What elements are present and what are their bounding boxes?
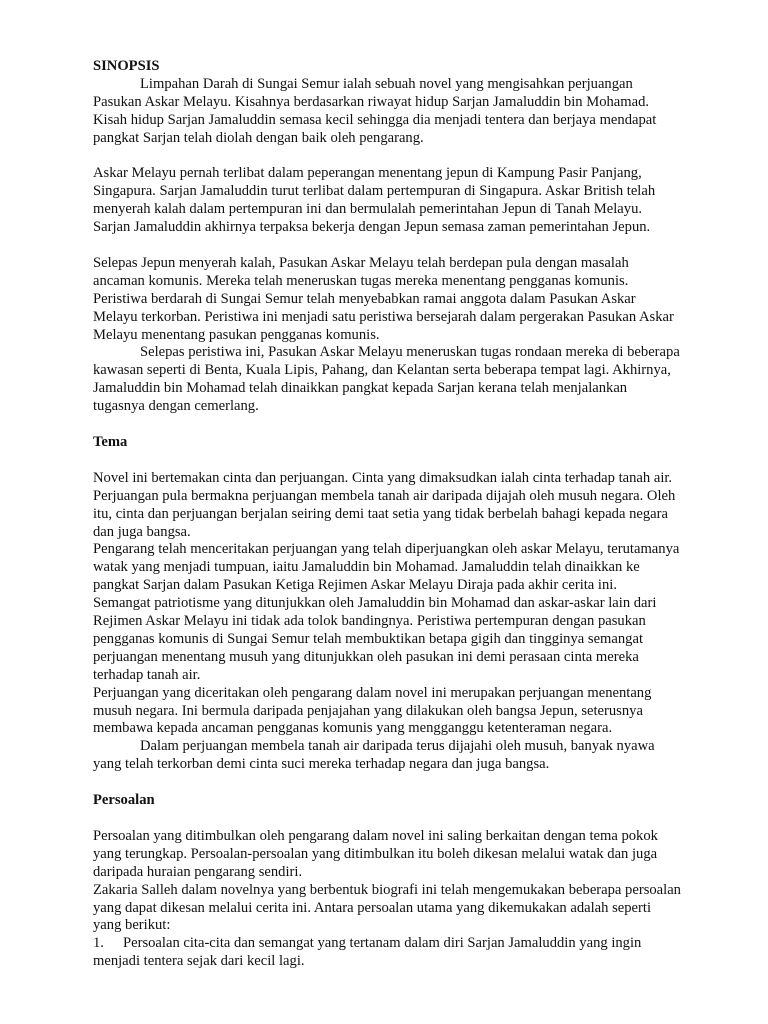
section-persoalan	[93, 792, 682, 971]
section-gap	[93, 416, 682, 434]
section-sinopsis	[93, 58, 682, 416]
heading-tema: Tema	[93, 433, 128, 450]
sinopsis-paragraph-1: Limpahan Darah di Sungai Semur ialah sebuah novel yang mengisahkan perjuangan Pasukan Askar Melayu. Kisahnya berdasarkan riwayat hidup Sarjan Jamaluddin bin Mohamad. Kisah hidup Sarjan Jamaluddin semasa kecil sehingga dia menjadi tentera dan berjaya mendapat pangkat Sarjan telah diolah dengan baik oleh pengarang.	[93, 75, 657, 146]
tema-paragraph-1: Novel ini bertemakan cinta dan perjuangan. Cinta yang dimaksudkan ialah cinta terhadap tanah air. Perjuangan pula bermakna perjuangan membela tanah air daripada dijajah oleh musuh negara. Oleh itu, cinta dan perjuangan berjalan seiring demi taat setia yang tidak berbelah bahagi kepada negara dan juga bangsa.	[93, 469, 676, 540]
paragraph-gap	[93, 452, 682, 470]
tema-paragraph-5: Dalam perjuangan membela tanah air daripada terus dijajahi oleh musuh, banyak nyawa yang telah terkorban demi cinta suci mereka terhadap negara dan juga bangsa.	[93, 738, 655, 773]
heading-persoalan: Persoalan	[93, 792, 155, 809]
list-item-text: Persoalan cita-cita dan semangat yang tertanam dalam diri Sarjan Jamaluddin yang ingin menjadi tentera sejak dari kecil lagi.	[93, 935, 642, 970]
paragraph-gap	[93, 810, 682, 828]
tema-paragraph-4: Perjuangan yang diceritakan oleh pengarang dalam novel ini merupakan perjuangan menentang musuh negara. Ini bermula daripada penjajahan yang dilakukan oleh bangsa Jepun, seterusnya membawa kepada ancaman pengganas komunis yang mengganggu ketenteraman negara.	[93, 684, 652, 737]
section-gap	[93, 774, 682, 792]
persoalan-paragraph-2: Zakaria Salleh dalam novelnya yang berbentuk biografi ini telah mengemukakan beberapa persoalan yang dapat dikesan melalui cerita ini. Antara persoalan utama yang dikemukakan adalah seperti yang berikut:	[93, 881, 681, 934]
paragraph-gap	[93, 237, 682, 255]
heading-sinopsis: SINOPSIS	[93, 58, 160, 74]
tema-paragraph-2: Pengarang telah menceritakan perjuangan yang telah diperjuangkan oleh askar Melayu, terutamanya watak yang menjadi tumpuan, iaitu Jamaluddin bin Mohamad. Jamaluddin telah dinaikkan ke pangkat Sarjan dalam Pasukan Ketiga Rejimen Askar Melayu Diraja pada akhir cerita ini.	[93, 541, 680, 594]
sinopsis-paragraph-2: Askar Melayu pernah terlibat dalam peperangan menentang jepun di Kampung Pasir Panjang, Singapura. Sarjan Jamaluddin turut terlibat dalam pertempuran di Singapura. Askar British telah menyerah kalah dalam pertempuran ini dan bermulalah pemerintahan Jepun di Tanah Melayu. Sarjan Jamaluddin akhirnya terpaksa bekerja dengan Jepun semasa zaman pemerintahan Jepun.	[93, 165, 656, 236]
paragraph-gap	[93, 148, 682, 166]
sinopsis-paragraph-4: Selepas peristiwa ini, Pasukan Askar Melayu meneruskan tugas rondaan mereka di beberapa kawasan seperti di Benta, Kuala Lipis, Pahang, dan Kelantan serta beberapa tempat lagi. Akhirnya, Jamaluddin bin Mohamad telah dinaikkan pangkat kepada Sarjan kerana telah menjalankan tugasnya dengan cemerlang.	[93, 344, 680, 415]
section-tema	[93, 434, 682, 774]
persoalan-paragraph-1: Persoalan yang ditimbulkan oleh pengarang dalam novel ini saling berkaitan dengan tema pokok yang terungkap. Persoalan-persoalan yang ditimbulkan itu boleh dikesan melalui watak dan juga daripada huraian pengarang sendiri.	[93, 827, 658, 880]
persoalan-list-item-1	[93, 935, 682, 971]
list-item-number: 1.	[93, 935, 104, 952]
tema-paragraph-3: Semangat patriotisme yang ditunjukkan oleh Jamaluddin bin Mohamad dan askar-askar lain dari Rejimen Askar Melayu ini tidak ada tolok bandingnya. Peristiwa pertempuran dengan pasukan pengganas komunis di Sungai Semur telah membuktikan betapa gigih dan tingginya semangat perjuangan menentang musuh yang ditunjukkan oleh pasukan ini demi perasaan cinta mereka terhadap tanah air.	[93, 595, 657, 683]
sinopsis-paragraph-3: Selepas Jepun menyerah kalah, Pasukan Askar Melayu telah berdepan pula dengan masalah ancaman komunis. Mereka telah meneruskan tugas mereka menentang pengganas komunis. Peristiwa berdarah di Sungai Semur telah menyebabkan ramai anggota dalam Pasukan Askar Melayu terkorban. Peristiwa ini menjadi satu peristiwa bersejarah dalam pergerakan Pasukan Askar Melayu menentang pasukan pengganas komunis.	[93, 254, 674, 343]
